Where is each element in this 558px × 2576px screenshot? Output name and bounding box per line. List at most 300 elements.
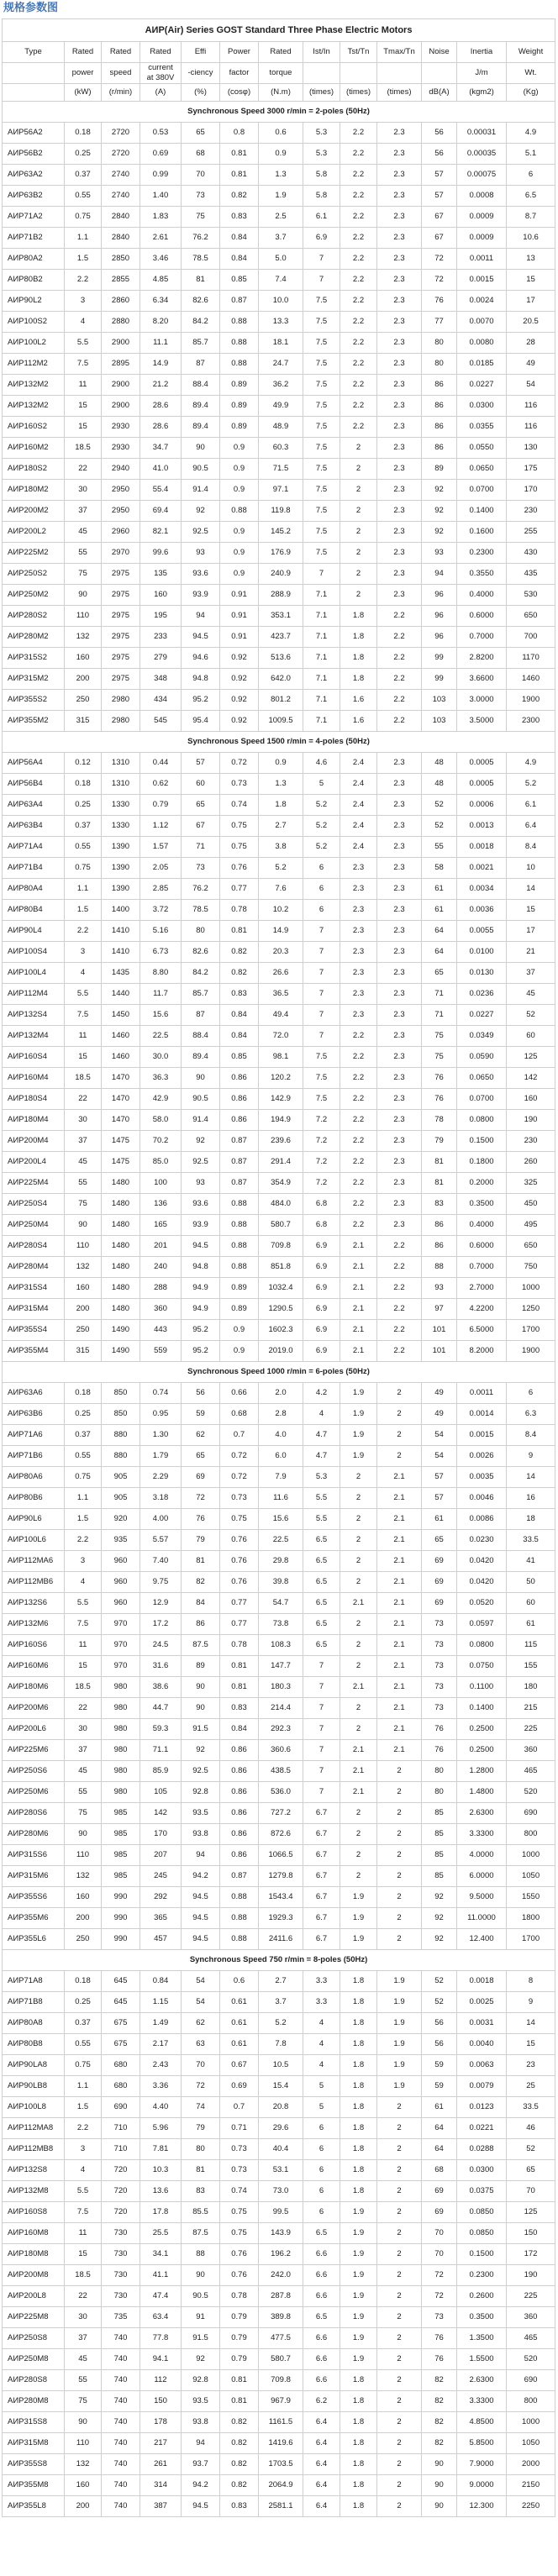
- motor-type-cell: АИР80В8: [3, 2034, 65, 2055]
- table-cell: 54: [182, 1971, 220, 1992]
- table-cell: 1.8: [340, 2181, 377, 2202]
- table-cell: 7.5: [303, 417, 340, 438]
- table-cell: 0.55: [65, 2034, 102, 2055]
- table-cell: 233: [140, 627, 182, 648]
- table-cell: 93: [422, 543, 457, 564]
- table-cell: 61: [422, 2097, 457, 2118]
- motor-type-cell: АИР250М4: [3, 1215, 65, 1236]
- column-unit: (times): [340, 84, 377, 102]
- table-cell: 2.1: [377, 1677, 422, 1698]
- table-row: [3, 2286, 555, 2307]
- motor-type-cell: АИР200М6: [3, 1698, 65, 1719]
- table-cell: 3.3300: [457, 2391, 507, 2412]
- motor-type-cell: АИР132М2: [3, 375, 65, 396]
- table-cell: 2.3: [340, 900, 377, 921]
- table-cell: 8.7: [507, 207, 555, 228]
- motor-type-cell: АИР280S4: [3, 1236, 65, 1257]
- table-cell: 93: [182, 1173, 220, 1194]
- column-header: [182, 42, 220, 63]
- table-cell: 2.2: [340, 333, 377, 354]
- column-header-top: Tmax/Tn: [383, 47, 415, 56]
- table-cell: 6.4: [507, 816, 555, 837]
- table-cell: 92: [182, 501, 220, 522]
- table-cell: 980: [102, 1782, 140, 1803]
- table-cell: 0.76: [220, 1530, 259, 1551]
- table-cell: 80: [182, 2139, 220, 2160]
- table-cell: 2975: [102, 606, 140, 627]
- table-row: [3, 480, 555, 501]
- table-cell: 0.88: [220, 333, 259, 354]
- table-cell: 3.6600: [457, 669, 507, 690]
- table-cell: 80: [422, 1782, 457, 1803]
- table-cell: 4: [65, 2160, 102, 2181]
- table-cell: 0.37: [65, 1425, 102, 1446]
- table-cell: 675: [102, 2013, 140, 2034]
- table-cell: 850: [102, 1404, 140, 1425]
- table-cell: 0.18: [65, 1383, 102, 1404]
- table-cell: 2.4: [340, 795, 377, 816]
- table-cell: 7.1: [303, 627, 340, 648]
- motor-type-cell: АИР180М4: [3, 1110, 65, 1131]
- table-cell: 0.2000: [457, 1173, 507, 1194]
- table-cell: 8: [507, 1971, 555, 1992]
- table-cell: 2: [340, 1467, 377, 1488]
- motor-type-cell: АИР250М8: [3, 2349, 65, 2370]
- table-cell: 0.0015: [457, 1425, 507, 1446]
- column-header: [220, 42, 259, 63]
- table-cell: 1400: [102, 900, 140, 921]
- table-row: [3, 375, 555, 396]
- table-cell: 0.0009: [457, 228, 507, 249]
- table-cell: 0.0800: [457, 1110, 507, 1131]
- table-cell: 90: [422, 2475, 457, 2496]
- table-cell: 22: [65, 1698, 102, 1719]
- table-cell: 0.7000: [457, 1257, 507, 1278]
- table-cell: 239.6: [259, 1131, 303, 1152]
- table-cell: 0.78: [220, 1635, 259, 1656]
- table-cell: 85: [422, 1803, 457, 1824]
- table-cell: 7: [303, 249, 340, 270]
- table-cell: 11: [65, 1026, 102, 1047]
- table-cell: 15: [65, 417, 102, 438]
- table-cell: 0.85: [220, 1047, 259, 1068]
- table-cell: 1.8: [340, 606, 377, 627]
- column-header-sub: [457, 63, 507, 84]
- table-cell: 79: [182, 2118, 220, 2139]
- table-cell: 2: [340, 1509, 377, 1530]
- table-cell: 6.5: [303, 2223, 340, 2244]
- column-unit: (times): [303, 84, 340, 102]
- table-cell: 70: [422, 2244, 457, 2265]
- table-cell: 22: [65, 1089, 102, 1110]
- table-cell: 73.0: [259, 2181, 303, 2202]
- table-cell: 2740: [102, 165, 140, 186]
- column-unit: (cosφ): [220, 84, 259, 102]
- table-cell: 0.0597: [457, 1614, 507, 1635]
- table-row: [3, 333, 555, 354]
- table-cell: 4.7: [303, 1446, 340, 1467]
- column-header-top: Ist/In: [313, 47, 330, 56]
- table-cell: 1.9: [340, 1404, 377, 1425]
- motor-type-cell: АИР132S6: [3, 1593, 65, 1614]
- table-cell: 89.4: [182, 417, 220, 438]
- column-header-sub: [182, 63, 220, 84]
- table-cell: 880: [102, 1425, 140, 1446]
- table-cell: 160: [65, 648, 102, 669]
- table-cell: 1000: [507, 1278, 555, 1299]
- table-cell: 0.86: [220, 1824, 259, 1845]
- table-cell: 1.9: [340, 1425, 377, 1446]
- table-cell: 2.3: [377, 480, 422, 501]
- table-cell: 6.5: [303, 2307, 340, 2328]
- column-header: [340, 42, 377, 63]
- table-cell: 2: [340, 459, 377, 480]
- table-cell: 5.2: [303, 816, 340, 837]
- table-cell: 180: [507, 1677, 555, 1698]
- table-cell: 2.2: [340, 1047, 377, 1068]
- table-cell: 67: [422, 207, 457, 228]
- table-cell: 0.0031: [457, 2013, 507, 2034]
- table-cell: 9.75: [140, 1572, 182, 1593]
- table-cell: 1703.5: [259, 2454, 303, 2475]
- table-cell: 90: [182, 1677, 220, 1698]
- table-cell: 2.3: [377, 270, 422, 291]
- table-cell: 1.3: [259, 165, 303, 186]
- table-cell: 2.1: [340, 1341, 377, 1362]
- table-cell: 4.40: [140, 2097, 182, 2118]
- table-cell: 7.1: [303, 711, 340, 732]
- table-cell: 2.4: [340, 837, 377, 858]
- table-cell: 0.9: [220, 564, 259, 585]
- table-cell: 980: [102, 1719, 140, 1740]
- table-row: [3, 690, 555, 711]
- table-cell: 2860: [102, 291, 140, 312]
- table-cell: 75: [422, 1047, 457, 1068]
- table-cell: 0.9: [220, 438, 259, 459]
- table-cell: 89.4: [182, 396, 220, 417]
- table-cell: 0.0550: [457, 438, 507, 459]
- table-cell: 2.2: [340, 123, 377, 144]
- table-cell: 2: [377, 2307, 422, 2328]
- table-cell: 1390: [102, 837, 140, 858]
- table-cell: 7: [303, 984, 340, 1005]
- table-cell: 1.9: [340, 2286, 377, 2307]
- table-cell: 261: [140, 2454, 182, 2475]
- spec-table: [2, 18, 555, 2517]
- table-cell: 59.3: [140, 1719, 182, 1740]
- table-cell: 69: [182, 1467, 220, 1488]
- table-cell: 0.75: [65, 1467, 102, 1488]
- table-cell: 6.9: [303, 1257, 340, 1278]
- table-cell: 0.73: [220, 774, 259, 795]
- table-cell: 0.83: [220, 1698, 259, 1719]
- section-header-row: [3, 1362, 555, 1383]
- motor-type-cell: АИР160М6: [3, 1656, 65, 1677]
- table-cell: 73: [182, 186, 220, 207]
- table-cell: 2.2: [340, 354, 377, 375]
- motor-type-cell: АИР63В4: [3, 816, 65, 837]
- table-cell: 22: [65, 2286, 102, 2307]
- table-cell: 1460: [507, 669, 555, 690]
- table-cell: 49: [422, 1383, 457, 1404]
- table-cell: 37: [65, 501, 102, 522]
- table-cell: 0.0040: [457, 2034, 507, 2055]
- table-cell: 2940: [102, 459, 140, 480]
- table-cell: 92.5: [182, 1152, 220, 1173]
- table-cell: 0.88: [220, 1236, 259, 1257]
- motor-type-cell: АИР63А6: [3, 1383, 65, 1404]
- table-cell: 0.91: [220, 585, 259, 606]
- table-cell: 0.1600: [457, 522, 507, 543]
- table-cell: 2019.0: [259, 1341, 303, 1362]
- table-cell: 1032.4: [259, 1278, 303, 1299]
- table-cell: 45: [507, 984, 555, 1005]
- table-cell: 190: [507, 1110, 555, 1131]
- motor-type-cell: АИР315S4: [3, 1278, 65, 1299]
- column-header-top: Noise: [429, 47, 450, 56]
- table-cell: 0.0130: [457, 963, 507, 984]
- table-cell: 86: [182, 1614, 220, 1635]
- table-cell: 0.7000: [457, 627, 507, 648]
- table-cell: 77.8: [140, 2328, 182, 2349]
- table-cell: 0.0650: [457, 459, 507, 480]
- table-cell: 2300: [507, 711, 555, 732]
- table-cell: 645: [102, 1992, 140, 2013]
- table-cell: 29.6: [259, 2118, 303, 2139]
- table-cell: 2.3: [340, 921, 377, 942]
- table-cell: 2.1: [377, 1572, 422, 1593]
- table-cell: 0.74: [220, 2181, 259, 2202]
- table-cell: 15: [65, 1047, 102, 1068]
- table-cell: 5: [303, 774, 340, 795]
- table-cell: 7: [303, 1005, 340, 1026]
- table-row: [3, 2328, 555, 2349]
- table-cell: 1.9: [340, 2307, 377, 2328]
- motor-type-cell: АИР132S8: [3, 2160, 65, 2181]
- table-cell: 2.1: [377, 1551, 422, 1572]
- table-cell: 95.2: [182, 1341, 220, 1362]
- table-cell: 20.8: [259, 2097, 303, 2118]
- table-cell: 985: [102, 1845, 140, 1866]
- table-cell: 52: [507, 1005, 555, 1026]
- motor-type-cell: АИР315М8: [3, 2433, 65, 2454]
- table-cell: 980: [102, 1677, 140, 1698]
- table-cell: 2.1: [377, 1635, 422, 1656]
- table-cell: 1009.5: [259, 711, 303, 732]
- column-header-sub: [3, 63, 65, 84]
- table-cell: 93.9: [182, 585, 220, 606]
- table-cell: 7.5: [65, 1005, 102, 1026]
- table-cell: 8.4: [507, 837, 555, 858]
- table-row: [3, 1152, 555, 1173]
- table-cell: 2.1: [340, 1299, 377, 1320]
- table-cell: 14: [507, 2013, 555, 2034]
- table-cell: 5.3: [303, 144, 340, 165]
- table-cell: 2: [340, 564, 377, 585]
- table-cell: 56: [182, 1383, 220, 1404]
- table-cell: 4: [303, 1404, 340, 1425]
- table-cell: 288.9: [259, 585, 303, 606]
- table-cell: 4: [65, 963, 102, 984]
- table-cell: 176.9: [259, 543, 303, 564]
- table-row: [3, 1131, 555, 1152]
- table-cell: 0.0046: [457, 1488, 507, 1509]
- table-cell: 93.5: [182, 2391, 220, 2412]
- table-cell: 92: [422, 1908, 457, 1929]
- table-cell: 5.96: [140, 2118, 182, 2139]
- table-cell: 91.4: [182, 480, 220, 501]
- table-cell: 1475: [102, 1152, 140, 1173]
- table-cell: 3.0000: [457, 690, 507, 711]
- table-cell: 195: [140, 606, 182, 627]
- motor-type-cell: АИР180М6: [3, 1677, 65, 1698]
- motor-type-cell: АИР280S8: [3, 2370, 65, 2391]
- table-cell: 2.2: [340, 417, 377, 438]
- column-header: [507, 42, 555, 63]
- table-cell: 0.75: [65, 207, 102, 228]
- table-cell: 0.69: [140, 144, 182, 165]
- table-cell: 0.0227: [457, 1005, 507, 1026]
- motor-type-cell: АИР112МВ6: [3, 1572, 65, 1593]
- table-cell: 1.30: [140, 1425, 182, 1446]
- table-cell: 57: [422, 165, 457, 186]
- table-cell: 2: [377, 1824, 422, 1845]
- table-cell: 7.5: [65, 1614, 102, 1635]
- table-cell: 2.0: [259, 1383, 303, 1404]
- table-cell: 55: [422, 837, 457, 858]
- table-cell: 9: [507, 1446, 555, 1467]
- table-cell: 520: [507, 2349, 555, 2370]
- table-cell: 0.0850: [457, 2202, 507, 2223]
- motor-type-cell: АИР112МВ8: [3, 2139, 65, 2160]
- table-row: [3, 2307, 555, 2328]
- motor-type-cell: АИР80А4: [3, 879, 65, 900]
- table-cell: 7.4: [259, 270, 303, 291]
- table-cell: 7.1: [303, 585, 340, 606]
- table-cell: 120.2: [259, 1068, 303, 1089]
- table-cell: 2: [340, 1614, 377, 1635]
- table-cell: 0.8: [220, 123, 259, 144]
- table-cell: 2.3: [377, 1047, 422, 1068]
- table-cell: 2.1: [340, 1782, 377, 1803]
- table-cell: 1470: [102, 1089, 140, 1110]
- table-cell: 65: [422, 1530, 457, 1551]
- table-cell: 7: [303, 921, 340, 942]
- table-cell: 92: [422, 1929, 457, 1950]
- table-cell: 18.1: [259, 333, 303, 354]
- table-cell: 230: [507, 501, 555, 522]
- table-cell: 1.9: [340, 1929, 377, 1950]
- table-cell: 2.3: [377, 1068, 422, 1089]
- table-cell: 6.0000: [457, 1866, 507, 1887]
- table-cell: 2.3: [377, 942, 422, 963]
- table-cell: 55: [65, 543, 102, 564]
- table-cell: 86: [422, 438, 457, 459]
- motor-type-cell: АИР90L4: [3, 921, 65, 942]
- table-cell: 89: [422, 459, 457, 480]
- table-cell: 76: [422, 1068, 457, 1089]
- table-row: [3, 2139, 555, 2160]
- table-cell: 15: [65, 1656, 102, 1677]
- table-cell: 1.1: [65, 228, 102, 249]
- table-cell: 2.2: [377, 1257, 422, 1278]
- table-cell: 0.76: [220, 2244, 259, 2265]
- table-cell: 25.5: [140, 2223, 182, 2244]
- motor-type-cell: АИР71А2: [3, 207, 65, 228]
- table-cell: 23: [507, 2055, 555, 2076]
- table-cell: 4: [303, 2055, 340, 2076]
- table-cell: 2720: [102, 144, 140, 165]
- table-row: [3, 753, 555, 774]
- table-cell: 101: [422, 1320, 457, 1341]
- table-cell: 50: [507, 1572, 555, 1593]
- table-cell: 450: [507, 1194, 555, 1215]
- table-cell: 28.6: [140, 417, 182, 438]
- table-cell: 0.0018: [457, 837, 507, 858]
- table-row: [3, 1488, 555, 1509]
- table-cell: 2.3: [377, 585, 422, 606]
- table-cell: 72: [422, 249, 457, 270]
- table-cell: 2.05: [140, 858, 182, 879]
- table-cell: 365: [140, 1908, 182, 1929]
- table-cell: 5.5: [65, 984, 102, 1005]
- table-cell: 99.5: [259, 2202, 303, 2223]
- table-cell: 2.2: [377, 711, 422, 732]
- table-cell: 75: [422, 1026, 457, 1047]
- table-cell: 94.6: [182, 648, 220, 669]
- table-cell: 2.29: [140, 1467, 182, 1488]
- table-cell: 7.5: [303, 480, 340, 501]
- table-cell: 0.25: [65, 144, 102, 165]
- table-cell: 99: [422, 648, 457, 669]
- table-cell: 73: [422, 2307, 457, 2328]
- table-cell: 1.8: [340, 2412, 377, 2433]
- table-cell: 0.1100: [457, 1677, 507, 1698]
- table-cell: 6.3: [507, 1404, 555, 1425]
- table-cell: 94: [182, 2433, 220, 2454]
- motor-type-cell: АИР100L4: [3, 963, 65, 984]
- table-cell: 178: [140, 2412, 182, 2433]
- table-cell: 175: [507, 459, 555, 480]
- table-cell: 1.6: [340, 711, 377, 732]
- table-cell: 135: [140, 564, 182, 585]
- table-cell: 6.8: [303, 1215, 340, 1236]
- motor-type-cell: АИР180S4: [3, 1089, 65, 1110]
- table-cell: 73: [182, 858, 220, 879]
- table-cell: 94.5: [182, 1236, 220, 1257]
- table-cell: 44.7: [140, 1698, 182, 1719]
- table-row: [3, 795, 555, 816]
- table-cell: 214.4: [259, 1698, 303, 1719]
- table-cell: 81: [182, 270, 220, 291]
- table-cell: 2: [340, 1551, 377, 1572]
- table-cell: 17: [507, 921, 555, 942]
- table-cell: 3.7: [259, 1992, 303, 2013]
- table-row: [3, 837, 555, 858]
- table-cell: 73: [422, 1677, 457, 1698]
- table-cell: 0.55: [65, 186, 102, 207]
- column-unit: (%): [182, 84, 220, 102]
- table-cell: 49.4: [259, 1005, 303, 1026]
- table-row: [3, 2391, 555, 2412]
- table-cell: 7.2: [303, 1110, 340, 1131]
- table-cell: 0.0520: [457, 1593, 507, 1614]
- table-cell: 7.1: [303, 669, 340, 690]
- table-cell: 0.88: [220, 312, 259, 333]
- table-cell: 57: [182, 753, 220, 774]
- table-cell: 2.2: [377, 1278, 422, 1299]
- table-cell: 54.7: [259, 1593, 303, 1614]
